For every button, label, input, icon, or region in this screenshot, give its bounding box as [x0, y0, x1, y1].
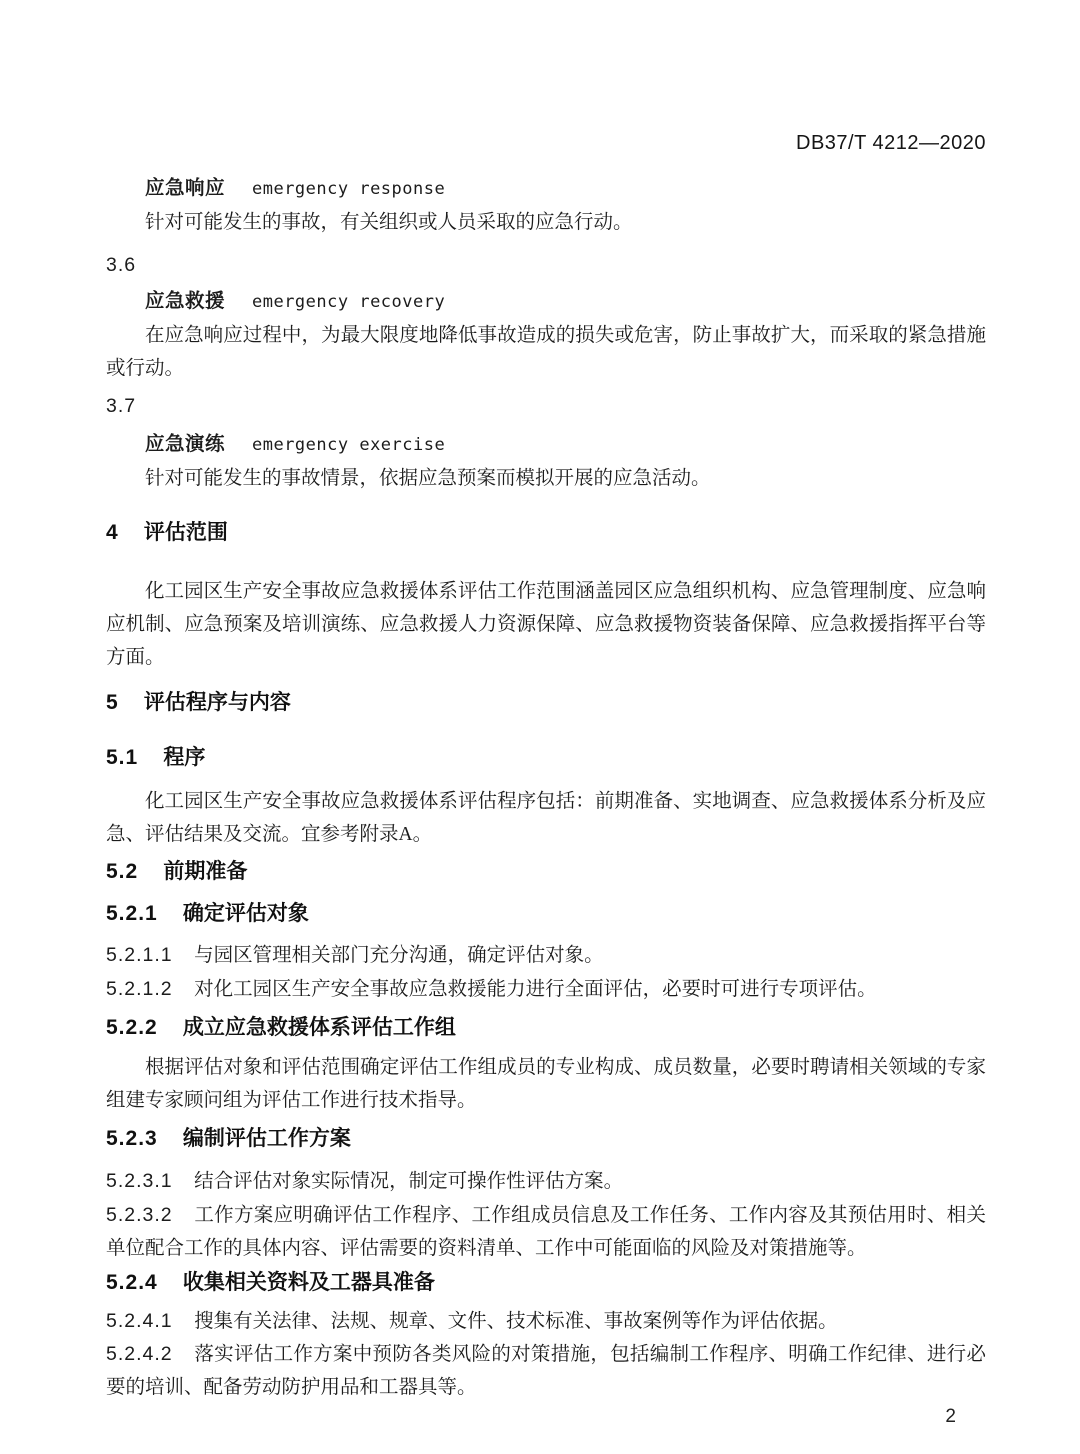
section-title: 评估程序与内容	[143, 691, 291, 714]
term-definition: 在应急响应过程中，为最大限度地降低事故造成的损失或危害，防止事故扩大，而采取的紧急措施或行动。	[106, 325, 986, 379]
section-title: 成立应急救援体系评估工作组	[182, 1016, 456, 1039]
section-number: 5.2.1	[106, 902, 158, 925]
clause-number: 5.2.1.1	[106, 944, 173, 966]
section-title: 收集相关资料及工器具准备	[182, 1271, 435, 1294]
term-zh: 应急响应	[145, 177, 226, 199]
section-heading	[106, 1121, 986, 1157]
term-number: 3.6	[106, 254, 137, 276]
section-number: 5.2	[106, 860, 139, 883]
section-title: 前期准备	[163, 860, 248, 883]
clause-text: 落实评估工作方案中预防各类风险的对策措施，包括编制工作程序、明确工作纪律、进行必要的培训、配备劳动防护用品和工器具等。	[106, 1344, 986, 1398]
clause	[106, 1199, 986, 1265]
term-entry	[106, 285, 986, 319]
term-definition: 针对可能发生的事故，有关组织或人员采取的应急行动。	[145, 212, 633, 233]
clause	[106, 1338, 986, 1404]
section-heading	[106, 1010, 986, 1046]
term-definition: 针对可能发生的事故情景，依据应急预案而模拟开展的应急活动。	[145, 468, 711, 489]
clause	[106, 973, 986, 1006]
clause-number: 5.2.3.1	[106, 1170, 173, 1192]
clause	[106, 1165, 986, 1198]
section-heading	[106, 685, 986, 721]
term-en: emergency exercise	[251, 435, 446, 455]
section-heading	[106, 896, 986, 932]
section-number: 5	[106, 691, 119, 714]
page-number: 2	[945, 1406, 956, 1427]
term-en: emergency response	[251, 179, 446, 199]
clause-number: 5.2.1.2	[106, 978, 173, 1000]
term-number: 3.7	[106, 395, 137, 417]
section-heading	[106, 515, 986, 551]
term-zh: 应急救援	[145, 290, 226, 312]
standard-code: DB37/T 4212—2020	[796, 132, 986, 154]
section-title: 编制评估工作方案	[182, 1127, 351, 1150]
clause	[106, 1305, 986, 1338]
clause-text: 与园区管理相关部门充分沟通，确定评估对象。	[194, 945, 604, 966]
paragraph: 化工园区生产安全事故应急救援体系评估程序包括：前期准备、实地调查、应急救援体系分析及应急、评估结果及交流。宜参考附录A。	[106, 791, 986, 845]
term-entry	[106, 172, 986, 206]
clause-text: 搜集有关法律、法规、规章、文件、技术标准、事故案例等作为评估依据。	[194, 1311, 838, 1332]
section-number: 5.2.4	[106, 1271, 158, 1294]
section-title: 评估范围	[143, 521, 228, 544]
clause-number: 5.2.4.2	[106, 1343, 173, 1365]
section-title: 确定评估对象	[182, 902, 309, 925]
term-entry	[106, 428, 986, 462]
section-number: 5.2.3	[106, 1127, 158, 1150]
section-heading	[106, 1265, 986, 1301]
section-number: 5.1	[106, 746, 139, 769]
section-heading	[106, 740, 986, 776]
section-heading	[106, 854, 986, 890]
clause	[106, 939, 986, 972]
section-number: 5.2.2	[106, 1016, 158, 1039]
clause-text: 结合评估对象实际情况，制定可操作性评估方案。	[194, 1171, 624, 1192]
clause-number: 5.2.4.1	[106, 1310, 173, 1332]
section-number: 4	[106, 521, 119, 544]
term-en: emergency recovery	[251, 292, 446, 312]
clause-number: 5.2.3.2	[106, 1204, 173, 1226]
paragraph: 化工园区生产安全事故应急救援体系评估工作范围涵盖园区应急组织机构、应急管理制度、应急响应机制、应急预案及培训演练、应急救援人力资源保障、应急救援物资装备保障、应急救援指挥平台等方面。	[106, 581, 986, 668]
paragraph: 根据评估对象和评估范围确定评估工作组成员的专业构成、成员数量，必要时聘请相关领域的专家组建专家顾问组为评估工作进行技术指导。	[106, 1057, 986, 1111]
section-title: 程序	[163, 746, 206, 769]
clause-text: 工作方案应明确评估工作程序、工作组成员信息及工作任务、工作内容及其预估用时、相关单位配合工作的具体内容、评估需要的资料清单、工作中可能面临的风险及对策措施等。	[106, 1205, 986, 1259]
term-zh: 应急演练	[145, 433, 226, 455]
clause-text: 对化工园区生产安全事故应急救援能力进行全面评估，必要时可进行专项评估。	[194, 979, 877, 1000]
